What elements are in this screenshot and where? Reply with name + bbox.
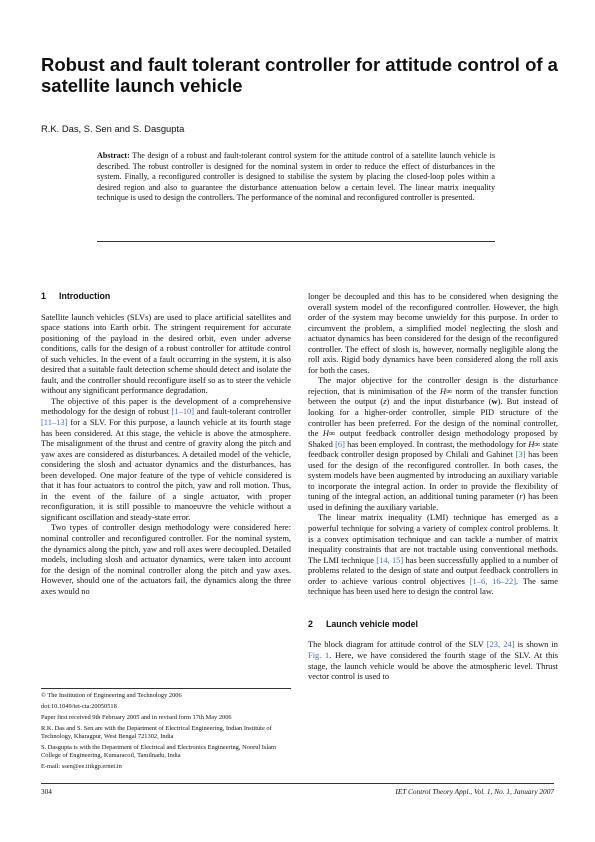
text-run: output feedback controller design methodology proposed by Shaked xyxy=(308,428,559,449)
text-run: ) and the input disturbance ( xyxy=(386,396,492,407)
text-run: state feedback controller design proposed by Chilali and Gahinet xyxy=(308,438,559,460)
section-title: Introduction xyxy=(59,291,111,301)
citation-link[interactable]: [6] xyxy=(335,438,345,449)
citation-link[interactable]: [23, 24] xyxy=(486,639,515,650)
text-run: is shown in xyxy=(514,639,558,650)
text-run: . The same technique has been used here to design the control law. xyxy=(308,575,558,597)
math-symbol: H∞ xyxy=(440,385,453,396)
text-run: . Here, we have considered the fourth stage of the SLV. At this stage, the launch vehicle would be above the atmospheric level. Thrust vector control is used to xyxy=(308,649,558,682)
paragraph: longer be decoupled and this has to be considered when designing the overall system model of the reconfigured controller. However, the high order of the system may become unwieldy for this purpose. In order to circumvent the problem, a simplified model neglecting the slosh and actuator dynamics has been considered for the design of the reconfigured controller. The effect of slosh is, however, normally negligible along the roll axis. Rigid body dynamics have been considered along the roll axis for both the cases. xyxy=(308,291,558,375)
copyright-note: © The Institution of Engineering and Technology 2006 xyxy=(41,692,182,699)
affiliation-note: R.K. Das and S. Sen are with the Department of Electrical Engineering, Indian Institute of Technology, Kharagpur, West Bengal 721302, India xyxy=(41,724,272,741)
section-1-heading xyxy=(41,291,291,302)
paragraph: Satellite launch vehicles (SLVs) are used to place artificial satellites and space stations into Earth orbit. The stringent requirement for accurate positioning of the payload in the desired orbit, even under adverse conditions, calls for the design of a robust controller for attitude control of such vehicles. In the event of a fault occurring in the system, it is also desired that a suitable fault detection scheme should detect and isolate the fault, and the controller should reconfigure itself so as to steer the vehicle without any significant performance degradation. xyxy=(41,311,291,396)
citation-link[interactable]: [3] xyxy=(515,449,526,460)
abstract-text: The design of a robust and fault-tolerant control system for the attitude control of a satellite launch vehicle is described. The robust controller is designed for the nominal system in order to reduce the effect of disturbances in the system. Finally, a reconfigured controller is designed to stabilise the system by placing the closed-loop poles within a desired region and also to guarantee the disturbance attenuation below a certain level. The linear matrix inequality technique is used to design the controllers. The performance of the nominal and reconfigured controller is presented. xyxy=(97,151,495,203)
affiliation-note: S. Dasgupta is with the Department of Electrical and Electronics Engineering, Noorul Islam College of Engineering, Kumaracoil, Tamilnadu, India xyxy=(41,744,276,760)
paragraph xyxy=(41,396,291,523)
citation-link[interactable]: [11–13] xyxy=(41,417,68,428)
math-symbol: H∞ xyxy=(528,438,541,449)
text-run: and fault-tolerant controller xyxy=(194,406,291,417)
math-symbol: z xyxy=(383,396,387,407)
text-run: has been used for the design of the reconfigured controller. In both cases, the system models have been augmented by introducing an auxiliary variable to incorporate the integral action. In order to provide the flexibility of tuning of the integral action, an additional tuning parameter ( xyxy=(308,449,558,502)
text-run: has been employed. In contrast, the methodology for xyxy=(344,438,529,449)
abstract xyxy=(97,151,495,204)
page-number: 304 xyxy=(41,787,52,796)
doi-note: doi:10.1049/iet-cta:20050518 xyxy=(41,702,117,710)
left-column xyxy=(41,291,291,596)
math-symbol: H∞ xyxy=(322,428,336,439)
section-number: 2 xyxy=(308,618,313,629)
text-run: norm of the transfer function between the output ( xyxy=(308,385,558,407)
abstract-rule xyxy=(97,241,495,242)
section-title: Launch vehicle model xyxy=(326,618,418,629)
author-list: R.K. Das, S. Sen and S. Dasgupta xyxy=(41,123,185,134)
text-run: The block diagram for attitude control of the SLV xyxy=(308,639,487,650)
email-note: E-mail: ssen@ee.iitkgp.ernet.in xyxy=(41,763,122,771)
math-symbol: r xyxy=(519,491,523,502)
footnote-rule xyxy=(41,688,291,689)
footnotes xyxy=(41,692,293,774)
citation-link[interactable]: [14, 15] xyxy=(376,554,404,565)
paragraph xyxy=(308,375,558,512)
figure-link[interactable]: Fig. 1 xyxy=(308,649,330,660)
citation-link[interactable]: [1–6, 16–22] xyxy=(469,575,517,586)
journal-citation: IET Control Theory Appl., Vol. 1, No. 1, January 2007 xyxy=(395,787,554,796)
text-run: has been successfully applied to a number of problems related to the design of state and output feedback controllers in order to achieve various control objectives xyxy=(308,554,558,586)
section-number: 1 xyxy=(41,291,46,301)
math-symbol: w xyxy=(491,396,498,407)
footer-rule xyxy=(41,783,554,784)
text-run: The linear matrix inequality (LMI) technique has emerged as a powerful technique for solving a variety of complex control problems. It is a convex optimisation technique and can tackle a number of matrix inequality constraints that are not tractable using conventional methods. The LMI technique xyxy=(308,512,558,565)
text-run: ) has been used in defining the auxiliary variable. xyxy=(308,491,558,512)
text-run: The objective of this paper is the development of a comprehensive methodology for the design of robust xyxy=(41,395,291,417)
paragraph xyxy=(308,512,558,596)
citation-link[interactable]: [1–10] xyxy=(171,406,195,417)
section-2-heading xyxy=(308,619,558,630)
text-run: for a SLV. For this purpose, a launch vehicle at its fourth stage has been considered. At this stage, the vehicle is above the atmosphere. The misalignment of the thrust and centre of gravity along the pitch and yaw axes are considered as disturbances. A detailed model of the vehicle, considering the slosh and actuator dynamics and the disturbances, has been developed. One major feature of the type of vehicle considered is that it has four actuators to control the pitch, yaw and roll motion. Thus, in the event of the failure of a single actuator, with proper reconfiguration, it is still possible to manoeuvre the vehicle without a significant oscillation and steady-state error. xyxy=(41,417,291,522)
paper-title: Robust and fault tolerant controller for attitude control of a satellite launch vehicle xyxy=(41,54,558,96)
received-note: Paper first received 9th February 2005 and in revised form 17th May 2006 xyxy=(41,713,232,721)
paragraph: Two types of controller design methodology were considered here: nominal controller and reconfigured controller. For the nominal system, the dynamics along the pitch, yaw and roll axes were decoupled. Detailed models, including slosh and actuator dynamics, were taken into account for the design of the nominal controller along the pitch and yaw axes. However, should one of the actuators fail, the dynamics along the three axes would no xyxy=(41,522,291,596)
text-run: The major objective for the controller design is the disturbance rejection, that is minimisation of the xyxy=(308,375,558,396)
text-run: ). But instead of looking for a higher-order controller, simple PID structure of the controller has been preferred. For the design of the nominal controller, the xyxy=(308,396,558,439)
abstract-label: Abstract: xyxy=(97,151,130,160)
paragraph xyxy=(308,639,558,681)
right-column xyxy=(308,291,558,682)
